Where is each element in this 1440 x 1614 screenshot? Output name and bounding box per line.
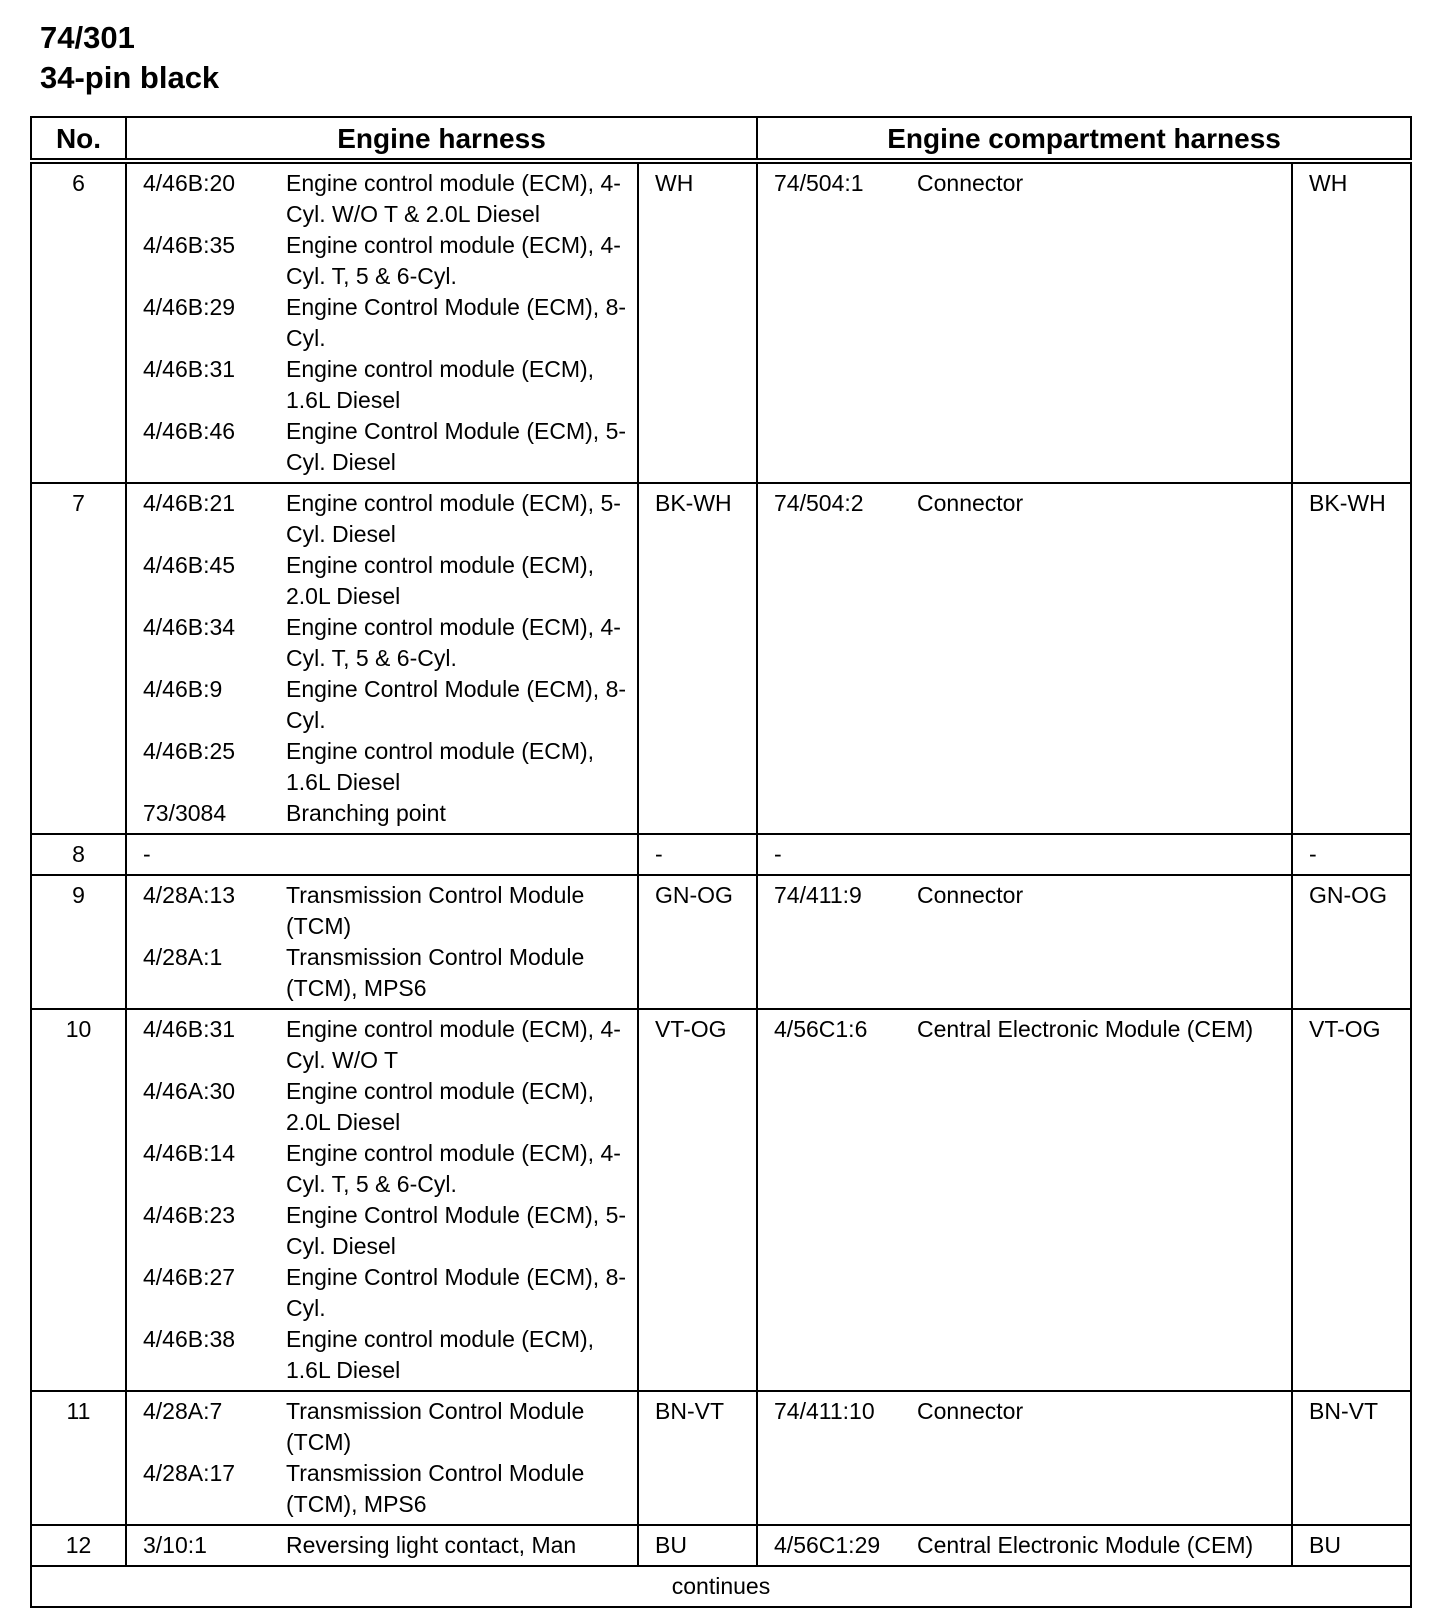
compartment-wire-color: - [1292,834,1411,875]
endpoint-code: 4/46B:23 [143,1202,236,1228]
endpoint-code: 4/46B:35 [143,232,236,258]
wire-endpoint [774,880,1291,911]
wire-endpoint [143,736,637,798]
wire-endpoint [774,488,1291,519]
endpoint-description: Engine Control Module (ECM), 8-Cyl. [286,294,627,351]
header-no: No. [31,117,126,161]
endpoint-description: Engine control module (ECM), 1.6L Diesel [286,738,595,795]
table-footer-row [31,1566,1411,1607]
wire-endpoint [143,230,637,292]
engine-wire-color: WH [638,161,757,483]
pin-number: 9 [31,875,126,1009]
wire-endpoint [774,1396,1291,1427]
pin-number: 10 [31,1009,126,1391]
pin-number: 7 [31,483,126,834]
endpoint-code: - [774,841,782,867]
wire-endpoint [143,798,637,829]
wire-endpoint [143,1014,637,1076]
wire-endpoint [143,416,637,478]
engine-wire-color: BU [638,1525,757,1566]
endpoint-description: Central Electronic Module (CEM) [917,1532,1254,1558]
compartment-wire-color: BN-VT [1292,1391,1411,1525]
endpoint-code: 4/46B:31 [143,1016,236,1042]
continues-note: continues [31,1566,1411,1607]
endpoint-code: 4/46B:29 [143,294,236,320]
engine-harness-cell [126,875,638,1009]
endpoint-description: Engine control module (ECM), 4-Cyl. W/O T [286,1016,621,1073]
document-title [40,18,219,98]
endpoint-code: 74/411:9 [774,882,862,908]
engine-wire-color: BN-VT [638,1391,757,1525]
compartment-wire-color: GN-OG [1292,875,1411,1009]
wire-endpoint [774,839,1291,870]
endpoint-code: 4/46B:25 [143,738,236,764]
connector-id: 74/301 [40,20,135,55]
table-body [31,161,1411,1566]
endpoint-code: 4/28A:13 [143,882,236,908]
compartment-harness-cell [757,1009,1292,1391]
endpoint-description: Connector [917,170,1024,196]
endpoint-description: Connector [917,882,1024,908]
table-header-row [31,117,1411,161]
wire-endpoint [774,1014,1291,1045]
table-row [31,875,1411,1009]
endpoint-code: - [143,841,151,867]
compartment-wire-color: WH [1292,161,1411,483]
endpoint-code: 4/46B:14 [143,1140,236,1166]
endpoint-description: Engine control module (ECM), 4-Cyl. T, 5 & 6-Cyl. [286,232,621,289]
endpoint-description: Transmission Control Module (TCM) [286,1398,585,1455]
endpoint-code: 4/46B:31 [143,356,236,382]
endpoint-description: Engine Control Module (ECM), 5-Cyl. Diesel [286,1202,627,1259]
endpoint-code: 4/28A:7 [143,1398,223,1424]
engine-harness-cell [126,1009,638,1391]
wire-endpoint [143,674,637,736]
table-row [31,483,1411,834]
endpoint-code: 4/46B:45 [143,552,236,578]
endpoint-code: 4/46B:34 [143,614,236,640]
compartment-harness-cell [757,483,1292,834]
endpoint-description: Reversing light contact, Man [286,1532,577,1558]
engine-harness-cell [126,1525,638,1566]
table-row [31,834,1411,875]
wire-endpoint [143,880,637,942]
endpoint-code: 4/46B:20 [143,170,236,196]
endpoint-code: 74/504:1 [774,170,864,196]
pin-number: 6 [31,161,126,483]
endpoint-description: Engine control module (ECM), 4-Cyl. T, 5 & 6-Cyl. [286,1140,621,1197]
endpoint-code: 4/28A:17 [143,1460,236,1486]
wire-endpoint [143,942,637,1004]
header-engine-compartment-harness: Engine compartment harness [757,117,1411,161]
compartment-wire-color: VT-OG [1292,1009,1411,1391]
wire-endpoint [143,1200,637,1262]
compartment-wire-color: BU [1292,1525,1411,1566]
endpoint-description: Engine control module (ECM), 4-Cyl. W/O T & 2.0L Diesel [286,170,621,227]
compartment-wire-color: BK-WH [1292,483,1411,834]
endpoint-description: Engine control module (ECM), 1.6L Diesel [286,1326,595,1383]
endpoint-description: Engine control module (ECM), 1.6L Diesel [286,356,595,413]
endpoint-code: 74/411:10 [774,1398,875,1424]
pin-number: 8 [31,834,126,875]
endpoint-description: Engine control module (ECM), 4-Cyl. T, 5 & 6-Cyl. [286,614,621,671]
compartment-harness-cell [757,875,1292,1009]
endpoint-description: Engine Control Module (ECM), 5-Cyl. Diesel [286,418,627,475]
wire-endpoint [143,1138,637,1200]
header-engine-harness: Engine harness [126,117,757,161]
endpoint-description: Transmission Control Module (TCM), MPS6 [286,1460,585,1517]
compartment-harness-cell [757,1525,1292,1566]
wire-endpoint [774,168,1291,199]
endpoint-description: Connector [917,490,1024,516]
endpoint-description: Branching point [286,800,446,826]
wire-endpoint [143,168,637,230]
table-row [31,1525,1411,1566]
table-row [31,1391,1411,1525]
pin-number: 12 [31,1525,126,1566]
wire-endpoint [143,612,637,674]
wire-endpoint [143,1458,637,1520]
wire-endpoint [143,839,637,870]
engine-harness-cell [126,1391,638,1525]
endpoint-code: 73/3084 [143,800,227,826]
endpoint-code: 74/504:2 [774,490,864,516]
endpoint-description: Engine Control Module (ECM), 8-Cyl. [286,1264,627,1321]
endpoint-code: 4/56C1:29 [774,1532,881,1558]
endpoint-description: Engine control module (ECM), 2.0L Diesel [286,552,595,609]
endpoint-code: 4/46B:46 [143,418,236,444]
endpoint-code: 3/10:1 [143,1532,207,1558]
endpoint-description: Connector [917,1398,1024,1424]
engine-wire-color: - [638,834,757,875]
table-row [31,161,1411,483]
compartment-harness-cell [757,834,1292,875]
wire-endpoint [774,1530,1291,1561]
engine-wire-color: GN-OG [638,875,757,1009]
endpoint-code: 4/28A:1 [143,944,223,970]
engine-wire-color: VT-OG [638,1009,757,1391]
wire-endpoint [143,1262,637,1324]
endpoint-code: 4/46A:30 [143,1078,236,1104]
compartment-harness-cell [757,1391,1292,1525]
wire-endpoint [143,1324,637,1386]
pin-number: 11 [31,1391,126,1525]
wire-endpoint [143,488,637,550]
compartment-harness-cell [757,161,1292,483]
endpoint-description: Central Electronic Module (CEM) [917,1016,1254,1042]
endpoint-code: 4/56C1:6 [774,1016,868,1042]
engine-harness-cell [126,834,638,875]
endpoint-description: Transmission Control Module (TCM), MPS6 [286,944,585,1001]
endpoint-code: 4/46B:38 [143,1326,236,1352]
wire-endpoint [143,292,637,354]
endpoint-description: Transmission Control Module (TCM) [286,882,585,939]
engine-wire-color: BK-WH [638,483,757,834]
endpoint-code: 4/46B:27 [143,1264,236,1290]
wire-endpoint [143,354,637,416]
endpoint-description: Engine control module (ECM), 2.0L Diesel [286,1078,595,1135]
wire-endpoint [143,1076,637,1138]
wire-endpoint [143,1530,637,1561]
wire-endpoint [143,550,637,612]
engine-harness-cell [126,483,638,834]
endpoint-code: 4/46B:9 [143,676,223,702]
endpoint-description: Engine Control Module (ECM), 8-Cyl. [286,676,627,733]
endpoint-description: Engine control module (ECM), 5-Cyl. Diesel [286,490,621,547]
wire-endpoint [143,1396,637,1458]
pin-table [30,116,1412,1608]
connector-description: 34-pin black [40,60,220,95]
table-row [31,1009,1411,1391]
engine-harness-cell [126,161,638,483]
endpoint-code: 4/46B:21 [143,490,236,516]
